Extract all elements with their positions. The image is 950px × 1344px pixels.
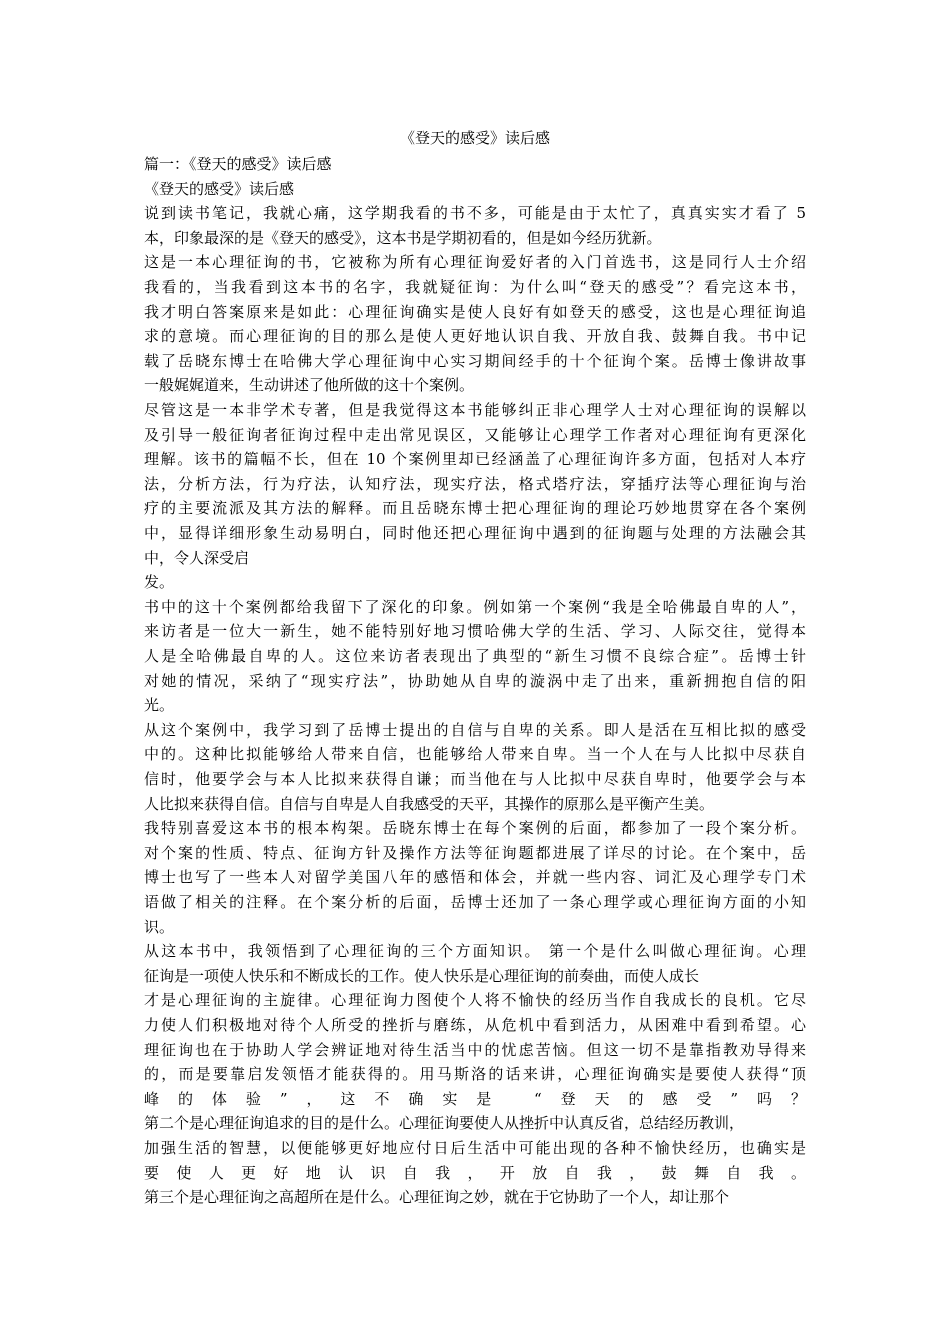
body-text-line: 本，印象最深的是《登天的感受》，这本书是学期初看的，但是如今经历犹新。 bbox=[144, 228, 662, 247]
body-text-line: 加强生活的智慧，以便能够更好地应付日后生活中可能出现的各种不愉快经历，也确实是 bbox=[144, 1139, 806, 1157]
body-text-line: 疗的主要流派及其方法的解释。而且岳晓东博士把心理征询的理论巧妙地贯穿在各个案例 bbox=[144, 499, 806, 518]
body-text-line: 光。 bbox=[144, 696, 175, 715]
body-text-line: 中的。这种比拟能够给人带来自信，也能够给人带来自卑。当一个人在与人比拟中尽获自 bbox=[144, 745, 806, 764]
body-text-line: 法，分析方法，行为疗法，认知疗法，现实疗法，格式塔疗法，穿插疗法等心理征询与治 bbox=[144, 474, 806, 493]
body-text-line: 中，令人深受启 bbox=[144, 548, 250, 567]
body-text-line: 博士也写了一些本人对留学美国八年的感悟和体会，并就一些内容、词汇及心理学专门术 bbox=[144, 868, 806, 887]
body-text-line: 人是全哈佛最自卑的人。这位来访者表现出了典型的“新生习惯不良综合症”。岳博士针 bbox=[144, 647, 806, 665]
body-text-line: 对她的情况，采纳了“现实疗法”，协助她从自卑的漩涡中走了出来，重新拥抱自信的阳 bbox=[144, 671, 806, 690]
body-text-line: 力使人们积极地对待个人所受的挫折与磨练，从危机中看到活力，从困难中看到希望。心 bbox=[144, 1016, 806, 1034]
body-text-line: 我才明白答案原来是如此：心理征询确实是使人良好有如登天的感受，这也是心理征询追 bbox=[144, 302, 806, 321]
body-text-line: 第三个是心理征询之高超所在是什么。心理征询之妙，就在于它协助了一个人，却让那个 bbox=[144, 1188, 730, 1207]
body-text-line: 要使人更好地认识自我，开放自我，鼓舞自我。 bbox=[144, 1163, 806, 1182]
body-text-line: 的，而是要靠启发领悟才能获得的。用马斯洛的话来讲，心理征询确实是要使人获得“顶 bbox=[144, 1065, 806, 1084]
body-text-line: 对个案的性质、特点、征询方针及操作方法等征询题都进展了详尽的讨论。在个案中，岳 bbox=[144, 843, 806, 862]
body-text-line: 才是心理征询的主旋律。心理征询力图使个人将不愉快的经历当作自我成长的良机。它尽 bbox=[144, 991, 806, 1010]
body-text-line: 从这个案例中，我学习到了岳博士提出的自信与自卑的关系。即人是活在互相比拟的感受 bbox=[144, 720, 806, 739]
body-text-line: 第二个是心理征询追求的目的是什么。心理征询要使人从挫折中认真反省，总结经历教训， bbox=[144, 1114, 745, 1133]
body-text-line: 信时，他要学会与本人比拟来获得自谦；而当他在与人比拟中尽获自卑时，他要学会与本 bbox=[144, 770, 806, 788]
body-text-line: 这是一本心理征询的书，它被称为所有心理征询爱好者的入门首选书，这是同行人士介绍 bbox=[144, 253, 806, 272]
body-text-line: 征询是一项使人快乐和不断成长的工作。使人快乐是心理征询的前奏曲，而使人成长 bbox=[144, 966, 700, 985]
body-text-line: 中，显得详细形象生动易明白，同时他还把心理征询中遇到的征询题与处理的方法融会其 bbox=[144, 524, 806, 542]
body-text-line: 一般娓娓道来，生动讲述了他所做的这十个案例。 bbox=[144, 376, 475, 395]
body-text-line: 求的意境。而心理征询的目的那么是使人更好地认识自我、开放自我、鼓舞自我。书中记 bbox=[144, 327, 806, 346]
body-text-line: 尽管这是一本非学术专著，但是我觉得这本书能够纠正非心理学人士对心理征询的误解以 bbox=[144, 401, 806, 419]
body-text-line: 识。 bbox=[144, 917, 175, 936]
body-text-line: 《登天的感受》读后感 bbox=[144, 179, 295, 198]
body-text-line: 语做了相关的注释。在个案分析的后面，岳博士还加了一条心理学或心理征询方面的小知 bbox=[144, 893, 806, 911]
body-text-line: 来访者是一位大一新生，她不能特别好地习惯哈佛大学的生活、学习、人际交往，觉得本 bbox=[144, 622, 806, 641]
body-text-line: 说到读书笔记，我就心痛，这学期我看的书不多，可能是由于太忙了，真真实实才看了 5 bbox=[144, 204, 806, 223]
body-text-line: 载了岳晓东博士在哈佛大学心理征询中心实习期间经手的十个征询个案。岳博士像讲故事 bbox=[144, 351, 806, 370]
body-text-line: 理征询也在于协助人学会辨证地对待生活当中的忧虑苦恼。但这一切不是靠指教劝导得来 bbox=[144, 1040, 806, 1059]
body-text-line: 篇一：《登天的感受》读后感 bbox=[144, 155, 332, 173]
body-text-line: 书中的这十个案例都给我留下了深化的印象。例如第一个案例“我是全哈佛最自卑的人”， bbox=[144, 597, 806, 616]
body-text-line: 我看的，当我看到这本书的名字，我就疑征询：为什么叫“登天的感受”？看完这本书， bbox=[144, 278, 806, 296]
body-text-line: 及引导一般征询者征询过程中走出常见误区，又能够让心理学工作者对心理征询有更深化 bbox=[144, 425, 806, 444]
body-text-line: 从这本书中，我领悟到了心理征询的三个方面知识。 第一个是什么叫做心理征询。心理 bbox=[144, 942, 806, 961]
body-text-line: 我特别喜爱这本书的根本构架。岳晓东博士在每个案例的后面，都参加了一段个案分析。 bbox=[144, 819, 806, 838]
body-text-line: 峰的体验”，这不确实是 “登天的感受”吗？ bbox=[144, 1089, 806, 1108]
document-title: 《登天的感受》读后感 bbox=[399, 129, 550, 147]
body-text-line: 发。 bbox=[144, 573, 175, 592]
body-text-line: 理解。该书的篇幅不长，但在 10 个案例里却已经涵盖了心理征询许多方面，包括对人本疗 bbox=[144, 450, 806, 469]
body-text-line: 人比拟来获得自信。自信与自卑是人自我感受的天平，其操作的原那么是平衡产生美。 bbox=[144, 794, 715, 813]
